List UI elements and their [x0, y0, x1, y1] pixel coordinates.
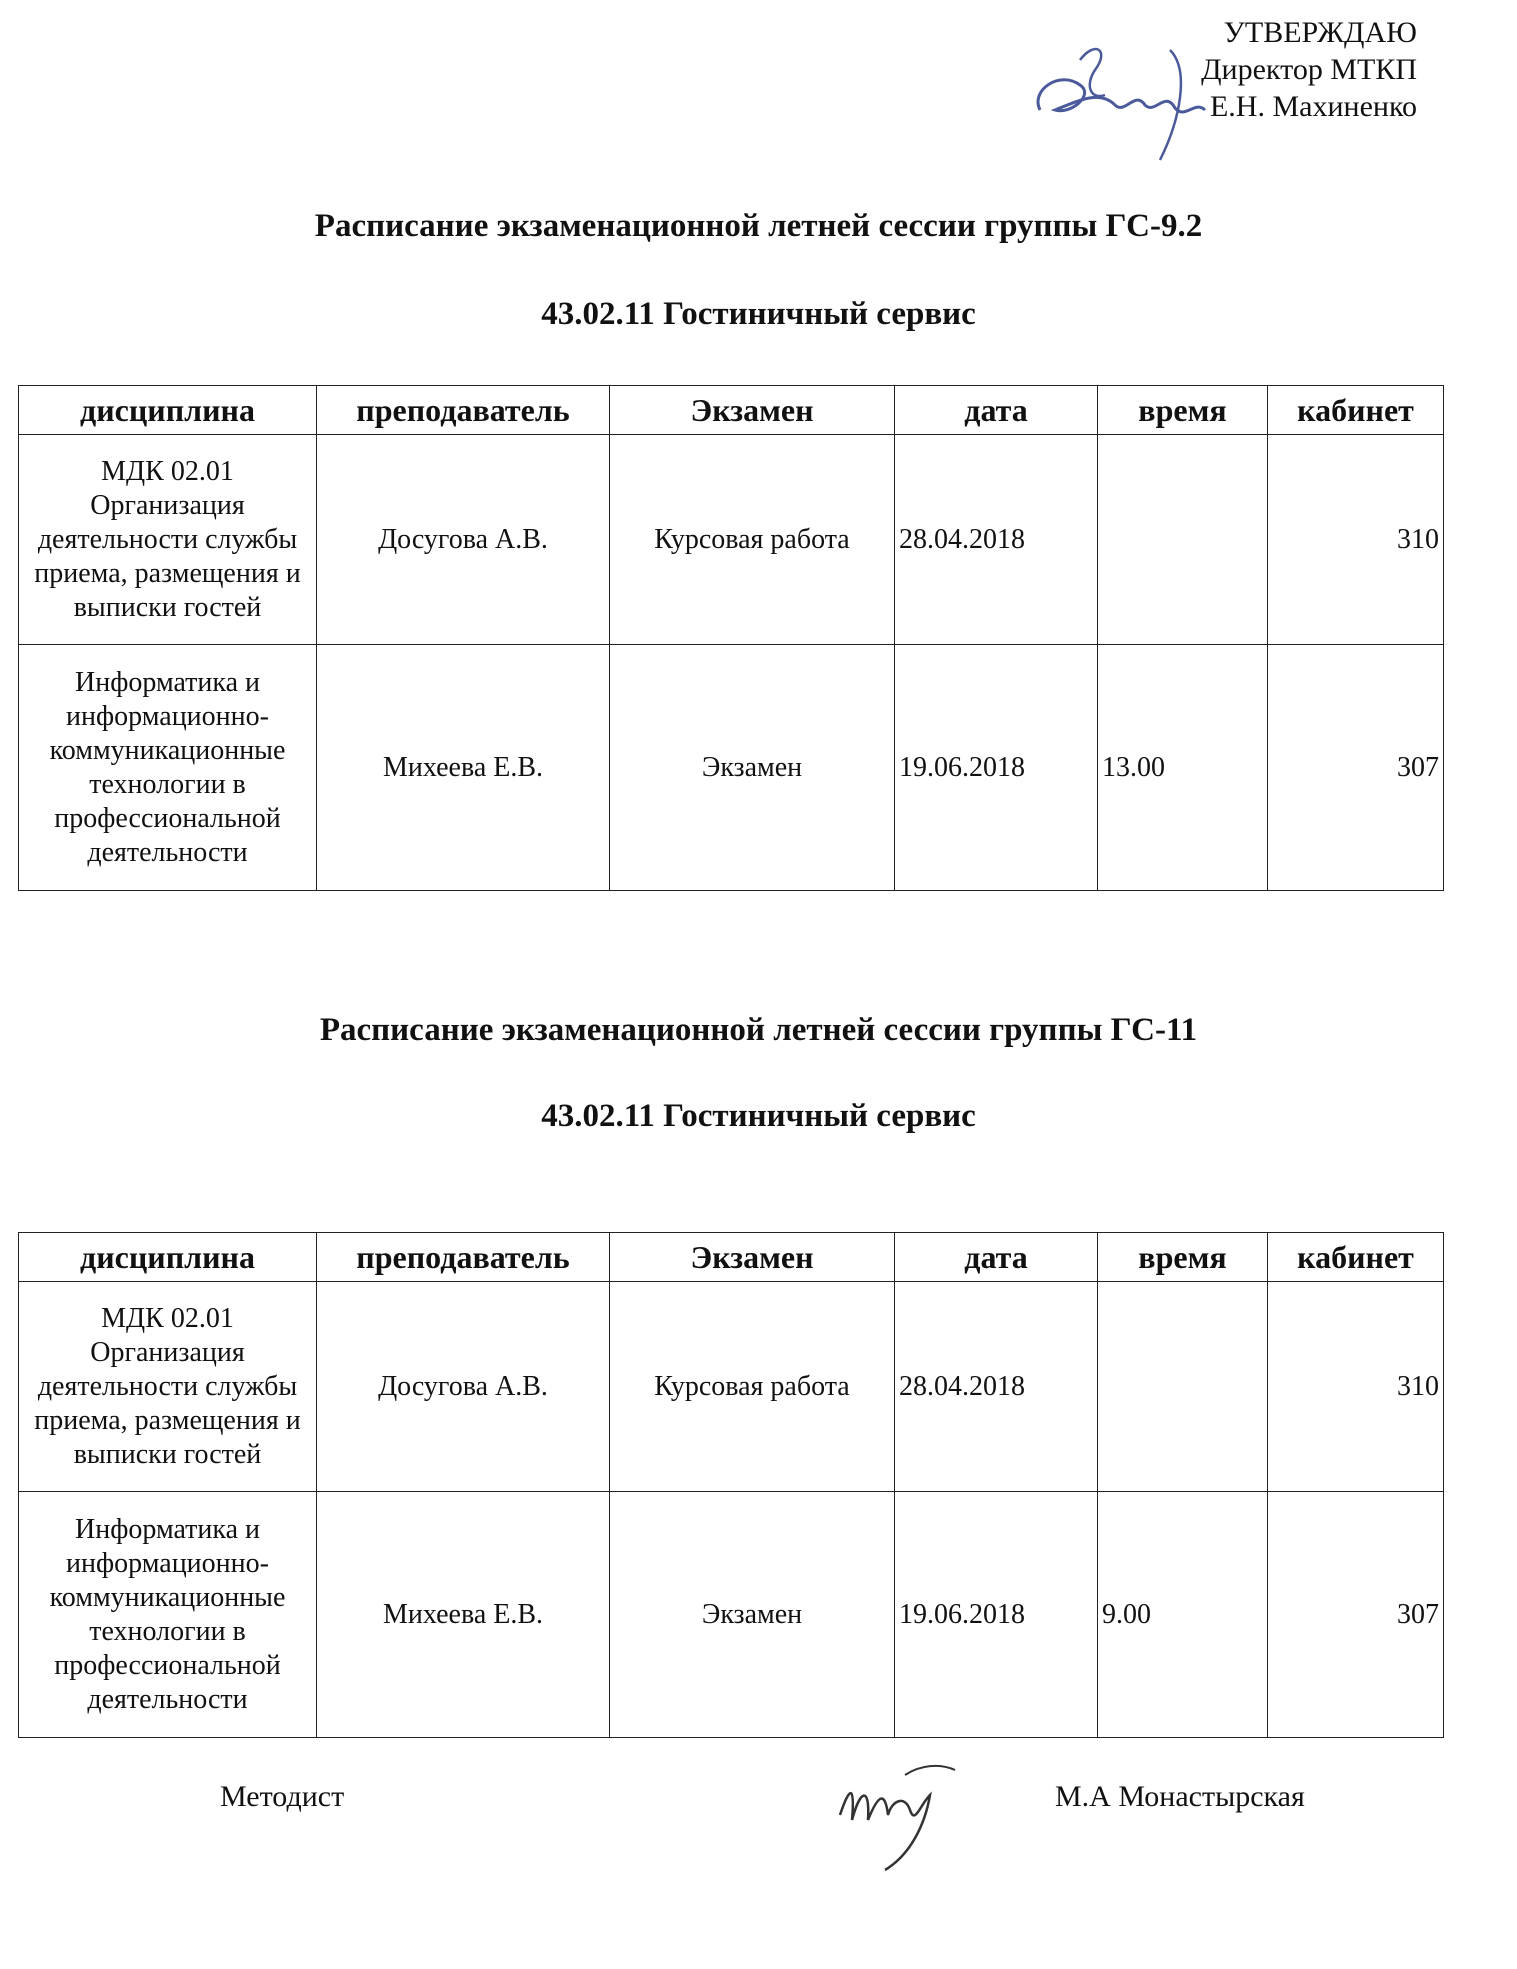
header-room: кабинет: [1268, 386, 1444, 435]
schedule-table-gs11: [18, 1232, 1444, 1738]
cell-teacher: Михеева Е.В.: [317, 1492, 610, 1738]
header-exam: Экзамен: [610, 1233, 895, 1282]
approval-line-2: Директор МТКП: [1201, 53, 1417, 86]
cell-room: 310: [1268, 435, 1444, 645]
header-teacher: преподаватель: [317, 1233, 610, 1282]
footer-name: М.А Монастырская: [1055, 1780, 1305, 1813]
table-header-row: [19, 386, 1444, 435]
cell-discipline: МДК 02.01 Организация деятельности службы приема, размещения и выписки гостей: [19, 1282, 317, 1492]
cell-time: 9.00: [1098, 1492, 1268, 1738]
cell-exam: Курсовая работа: [610, 1282, 895, 1492]
header-room: кабинет: [1268, 1233, 1444, 1282]
cell-room: 307: [1268, 645, 1444, 891]
cell-exam: Экзамен: [610, 645, 895, 891]
cell-time: 13.00: [1098, 645, 1268, 891]
cell-teacher: Михеева Е.В.: [317, 645, 610, 891]
cell-exam: Курсовая работа: [610, 435, 895, 645]
cell-teacher: Досугова А.В.: [317, 435, 610, 645]
methodist-signature: [830, 1745, 980, 1875]
cell-time: [1098, 1282, 1268, 1492]
section1-title: Расписание экзаменационной летней сессии группы ГС-9.2: [314, 208, 1203, 244]
cell-discipline: Информатика и информационно-коммуникационные технологии в профессиональной деятельности: [19, 1492, 317, 1738]
cell-time: [1098, 435, 1268, 645]
table-row: [19, 645, 1444, 891]
header-teacher: преподаватель: [317, 386, 610, 435]
cell-discipline: МДК 02.01 Организация деятельности службы приема, размещения и выписки гостей: [19, 435, 317, 645]
director-signature: [1020, 30, 1220, 170]
cell-teacher: Досугова А.В.: [317, 1282, 610, 1492]
schedule-table-gs92: [18, 385, 1444, 891]
section1-subtitle: 43.02.11 Гостиничный сервис: [541, 296, 976, 332]
table-header-row: [19, 1233, 1444, 1282]
cell-room: 307: [1268, 1492, 1444, 1738]
header-time: время: [1098, 386, 1268, 435]
cell-date: 19.06.2018: [895, 1492, 1098, 1738]
cell-discipline: Информатика и информационно-коммуникационные технологии в профессиональной деятельности: [19, 645, 317, 891]
header-date: дата: [895, 386, 1098, 435]
cell-exam: Экзамен: [610, 1492, 895, 1738]
section2-subtitle: 43.02.11 Гостиничный сервис: [541, 1098, 976, 1134]
section2-title: Расписание экзаменационной летней сессии группы ГС-11: [319, 1012, 1198, 1048]
footer-role: Методист: [220, 1780, 345, 1813]
cell-room: 310: [1268, 1282, 1444, 1492]
table-row: [19, 435, 1444, 645]
table-row: [19, 1282, 1444, 1492]
approval-line-1: УТВЕРЖДАЮ: [1223, 16, 1417, 49]
header-discipline: дисциплина: [19, 1233, 317, 1282]
table-row: [19, 1492, 1444, 1738]
header-discipline: дисциплина: [19, 386, 317, 435]
header-exam: Экзамен: [610, 386, 895, 435]
approval-line-3: Е.Н. Махиненко: [1209, 90, 1417, 123]
header-time: время: [1098, 1233, 1268, 1282]
cell-date: 19.06.2018: [895, 645, 1098, 891]
approval-block: [1201, 14, 1417, 125]
cell-date: 28.04.2018: [895, 435, 1098, 645]
header-date: дата: [895, 1233, 1098, 1282]
cell-date: 28.04.2018: [895, 1282, 1098, 1492]
